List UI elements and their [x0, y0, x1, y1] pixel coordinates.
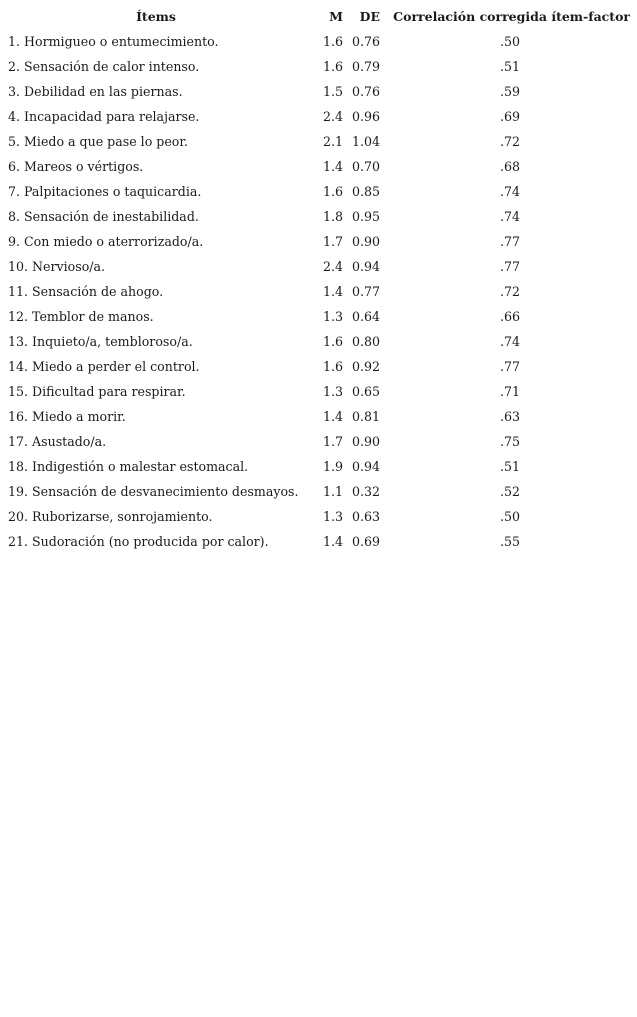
mean-value: 2.4: [322, 259, 343, 274]
table-header-row: [0, 4, 637, 29]
sd-value: 0.77: [351, 284, 380, 299]
mean-value: 1.9: [322, 459, 343, 474]
sd-value: 0.63: [351, 509, 380, 524]
table-row: [0, 279, 637, 304]
mean-value: 1.6: [322, 59, 343, 74]
table-row: [0, 204, 637, 229]
item-label: 11. Sensación de ahogo.: [8, 284, 164, 299]
mean-value: 1.7: [322, 434, 343, 449]
table-row: [0, 379, 637, 404]
item-label: 6. Mareos o vértigos.: [8, 159, 144, 174]
item-label: 1. Hormigueo o entumecimiento.: [8, 34, 219, 49]
table-row: [0, 229, 637, 254]
item-label: 12. Temblor de manos.: [8, 309, 154, 324]
correlation-value: .71: [499, 384, 520, 399]
correlation-value: .66: [499, 309, 520, 324]
item-label: 13. Inquieto/a, tembloroso/a.: [8, 334, 193, 349]
item-label: 19. Sensación de desvanecimiento desmayos.: [8, 484, 299, 499]
correlation-value: .72: [499, 134, 520, 149]
correlation-value: .52: [499, 484, 520, 499]
sd-value: 0.64: [351, 309, 380, 324]
mean-value: 1.3: [322, 509, 343, 524]
header-correlation: Correlación corregida ítem-factor: [393, 9, 630, 24]
item-label: 20. Ruborizarse, sonrojamiento.: [8, 509, 213, 524]
sd-value: 0.96: [351, 109, 380, 124]
table-row: [0, 354, 637, 379]
table-body: [0, 29, 637, 554]
sd-value: 0.81: [351, 409, 380, 424]
table-row: [0, 404, 637, 429]
correlation-value: .51: [499, 59, 520, 74]
mean-value: 1.8: [322, 209, 343, 224]
correlation-value: .59: [499, 84, 520, 99]
mean-value: 1.4: [322, 409, 343, 424]
item-label: 10. Nervioso/a.: [8, 259, 106, 274]
sd-value: 0.94: [351, 459, 380, 474]
correlation-value: .74: [499, 184, 520, 199]
sd-value: 0.94: [351, 259, 380, 274]
table-row: [0, 79, 637, 104]
table-row: [0, 54, 637, 79]
mean-value: 2.4: [322, 109, 343, 124]
correlation-value: .51: [499, 459, 520, 474]
items-table: [0, 4, 637, 554]
table-row: [0, 504, 637, 529]
sd-value: 0.90: [351, 234, 380, 249]
mean-value: 1.4: [322, 159, 343, 174]
table-row: [0, 479, 637, 504]
mean-value: 1.6: [322, 184, 343, 199]
sd-value: 0.92: [351, 359, 380, 374]
correlation-value: .77: [499, 234, 520, 249]
item-label: 7. Palpitaciones o taquicardia.: [8, 184, 202, 199]
correlation-value: .68: [499, 159, 520, 174]
sd-value: 0.85: [351, 184, 380, 199]
item-label: 18. Indigestión o malestar estomacal.: [8, 459, 249, 474]
table-row: [0, 329, 637, 354]
table-row: [0, 179, 637, 204]
item-label: 9. Con miedo o aterrorizado/a.: [8, 234, 204, 249]
sd-value: 0.80: [351, 334, 380, 349]
correlation-value: .74: [499, 334, 520, 349]
table-row: [0, 129, 637, 154]
sd-value: 0.76: [351, 84, 380, 99]
sd-value: 0.76: [351, 34, 380, 49]
mean-value: 1.6: [322, 334, 343, 349]
table-row: [0, 429, 637, 454]
sd-value: 0.69: [351, 534, 380, 549]
sd-value: 0.90: [351, 434, 380, 449]
table-row: [0, 529, 637, 554]
mean-value: 1.5: [322, 84, 343, 99]
mean-value: 1.7: [322, 234, 343, 249]
correlation-value: .77: [499, 359, 520, 374]
correlation-value: .50: [499, 34, 520, 49]
table-row: [0, 304, 637, 329]
item-label: 17. Asustado/a.: [8, 434, 107, 449]
item-label: 16. Miedo a morir.: [8, 409, 126, 424]
table-row: [0, 454, 637, 479]
header-items: Ítems: [136, 9, 176, 24]
item-label: 14. Miedo a perder el control.: [8, 359, 200, 374]
sd-value: 0.70: [351, 159, 380, 174]
mean-value: 2.1: [322, 134, 343, 149]
mean-value: 1.6: [322, 359, 343, 374]
table-row: [0, 29, 637, 54]
correlation-value: .50: [499, 509, 520, 524]
sd-value: 0.79: [351, 59, 380, 74]
item-label: 21. Sudoración (no producida por calor).: [8, 534, 269, 549]
mean-value: 1.3: [322, 384, 343, 399]
item-label: 2. Sensación de calor intenso.: [8, 59, 200, 74]
sd-value: 0.95: [351, 209, 380, 224]
correlation-value: .63: [499, 409, 520, 424]
correlation-value: .75: [499, 434, 520, 449]
sd-value: 0.65: [351, 384, 380, 399]
header-mean: M: [329, 9, 343, 24]
sd-value: 1.04: [351, 134, 380, 149]
item-label: 15. Dificultad para respirar.: [8, 384, 186, 399]
item-label: 5. Miedo a que pase lo peor.: [8, 134, 189, 149]
correlation-value: .69: [499, 109, 520, 124]
item-label: 3. Debilidad en las piernas.: [8, 84, 183, 99]
correlation-value: .77: [499, 259, 520, 274]
mean-value: 1.3: [322, 309, 343, 324]
correlation-value: .74: [499, 209, 520, 224]
mean-value: 1.4: [322, 284, 343, 299]
mean-value: 1.1: [322, 484, 343, 499]
item-label: 8. Sensación de inestabilidad.: [8, 209, 199, 224]
mean-value: 1.4: [322, 534, 343, 549]
correlation-value: .55: [499, 534, 520, 549]
table-row: [0, 154, 637, 179]
header-sd: DE: [359, 9, 380, 24]
table-row: [0, 104, 637, 129]
table-row: [0, 254, 637, 279]
items-table-container: [0, 4, 637, 554]
correlation-value: .72: [499, 284, 520, 299]
mean-value: 1.6: [322, 34, 343, 49]
sd-value: 0.32: [351, 484, 380, 499]
item-label: 4. Incapacidad para relajarse.: [8, 109, 200, 124]
